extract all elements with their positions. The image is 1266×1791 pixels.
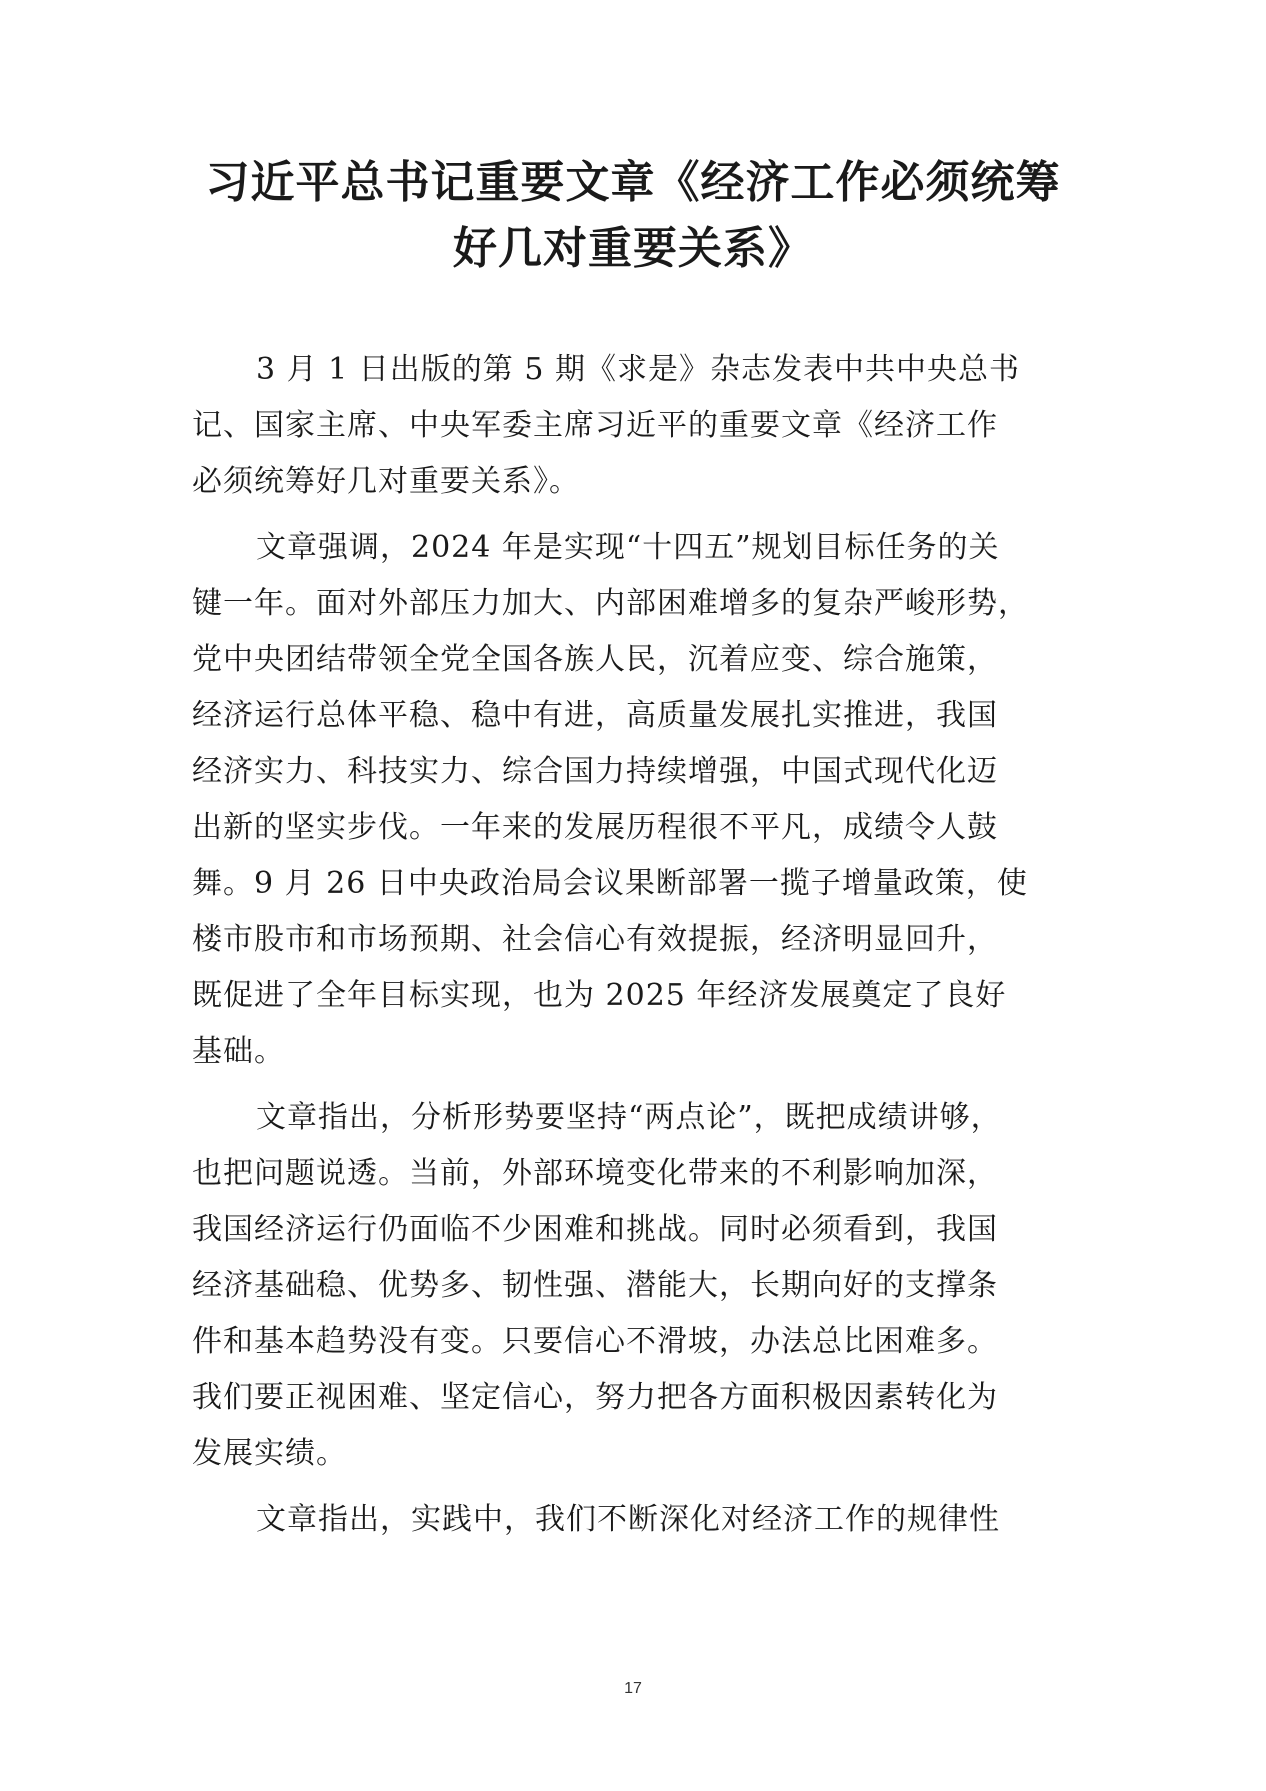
text-line: 也把问题说透。当前，外部环境变化带来的不利影响加深， xyxy=(192,1156,998,1191)
text-line: 3 月 1 日出版的第 5 期《求是》杂志发表中共中央总书 xyxy=(256,352,1020,387)
paragraph-3 xyxy=(192,1090,1074,1482)
text-line: 经济基础稳、优势多、韧性强、潜能大，长期向好的支撑条 xyxy=(192,1268,998,1303)
text-line: 我们要正视困难、坚定信心，努力把各方面积极因素转化为 xyxy=(192,1380,998,1415)
text-line: 舞。9 月 26 日中央政治局会议果断部署一揽子增量政策，使 xyxy=(192,866,1028,901)
text-line: 件和基本趋势没有变。只要信心不滑坡，办法总比困难多。 xyxy=(192,1324,998,1359)
paragraph-1 xyxy=(192,342,1074,510)
text-line: 文章强调，2024 年是实现“十四五”规划目标任务的关 xyxy=(256,530,1000,565)
document-title xyxy=(140,150,1126,282)
paragraph-4 xyxy=(192,1492,1074,1548)
text-line: 既促进了全年目标实现，也为 2025 年经济发展奠定了良好 xyxy=(192,978,1007,1013)
text-line: 经济运行总体平稳、稳中有进，高质量发展扎实推进，我国 xyxy=(192,698,998,733)
text-line: 出新的坚实步伐。一年来的发展历程很不平凡，成绩令人鼓 xyxy=(192,810,998,845)
text-line: 发展实绩。 xyxy=(192,1436,347,1471)
text-line: 文章指出，实践中，我们不断深化对经济工作的规律性 xyxy=(256,1502,1000,1537)
text-line: 楼市股市和市场预期、社会信心有效提振，经济明显回升， xyxy=(192,922,998,957)
text-line: 必须统筹好几对重要关系》。 xyxy=(192,464,580,499)
text-line: 记、国家主席、中央军委主席习近平的重要文章《经济工作 xyxy=(192,408,998,443)
text-line: 经济实力、科技实力、综合国力持续增强，中国式现代化迈 xyxy=(192,754,998,789)
text-line: 文章指出，分析形势要坚持“两点论”，既把成绩讲够， xyxy=(256,1100,1002,1135)
text-line: 党中央团结带领全党全国各族人民，沉着应变、综合施策， xyxy=(192,642,998,677)
text-line: 键一年。面对外部压力加大、内部困难增多的复杂严峻形势， xyxy=(192,586,1029,621)
title-line: 习近平总书记重要文章《经济工作必须统筹 xyxy=(205,157,1061,208)
title-line: 好几对重要关系》 xyxy=(453,223,813,274)
paragraph-2 xyxy=(192,520,1074,1080)
page-number: 17 xyxy=(624,1680,642,1697)
text-line: 基础。 xyxy=(192,1034,285,1069)
text-line: 我国经济运行仍面临不少困难和挑战。同时必须看到，我国 xyxy=(192,1212,998,1247)
article-body xyxy=(192,342,1074,1558)
